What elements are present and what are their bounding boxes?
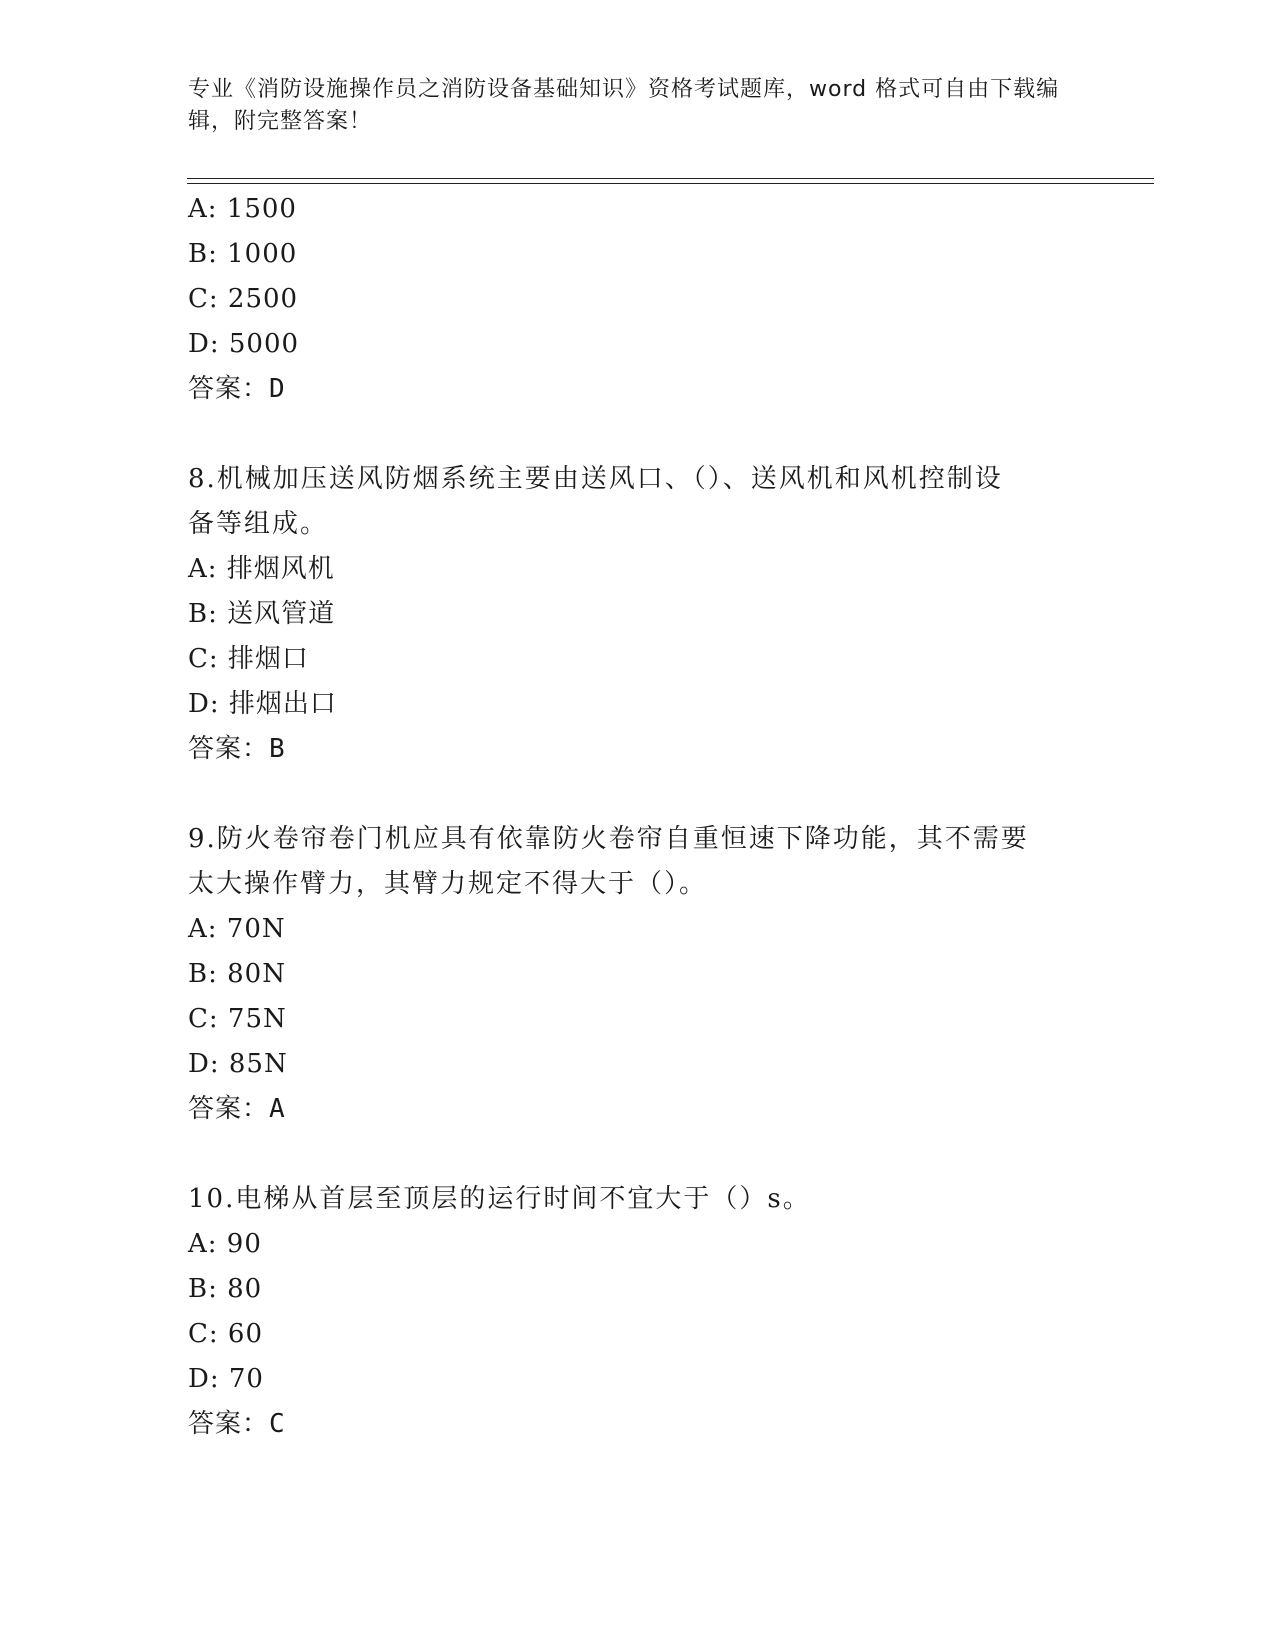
answer: 答案：B xyxy=(188,734,286,764)
option-d: D: 70 xyxy=(188,1364,264,1394)
option-b: B: 80 xyxy=(188,1274,263,1304)
option-a: A: 1500 xyxy=(188,194,297,224)
document-header: 专业《消防设施操作员之消防设备基础知识》资格考试题库，word 格式可自由下载编辑，附完整答案！ xyxy=(188,77,1060,134)
answer: 答案：C xyxy=(188,1409,286,1439)
option-c: C: 2500 xyxy=(188,284,299,314)
option-a: A: 90 xyxy=(188,1229,262,1259)
answer: 答案：A xyxy=(188,1094,286,1124)
option-b: B: 送风管道 xyxy=(188,599,336,629)
question-text: 8.机械加压送风防烟系统主要由送风口、（）、送风机和风机控制设 xyxy=(188,464,1003,494)
option-a: A: 70N xyxy=(188,914,286,944)
option-b: B: 1000 xyxy=(188,239,298,269)
option-c: C: 排烟口 xyxy=(188,644,309,674)
option-d: D: 85N xyxy=(188,1049,288,1079)
question-text: 太大操作臂力，其臂力规定不得大于（）。 xyxy=(188,869,708,899)
question-text: 备等组成。 xyxy=(188,509,329,539)
header-divider-top xyxy=(187,178,1154,179)
option-b: B: 80N xyxy=(188,959,286,989)
answer: 答案：D xyxy=(188,374,286,404)
option-c: C: 60 xyxy=(188,1319,264,1349)
option-c: C: 75N xyxy=(188,1004,287,1034)
question-text: 9.防火卷帘卷门机应具有依靠防火卷帘自重恒速下降功能，其不需要 xyxy=(188,824,1029,854)
option-d: D: 排烟出口 xyxy=(188,689,337,719)
option-a: A: 排烟风机 xyxy=(188,554,335,584)
header-divider-bottom xyxy=(187,183,1154,184)
question-text: 10.电梯从首层至顶层的运行时间不宜大于（）s。 xyxy=(188,1184,811,1214)
option-d: D: 5000 xyxy=(188,329,300,359)
